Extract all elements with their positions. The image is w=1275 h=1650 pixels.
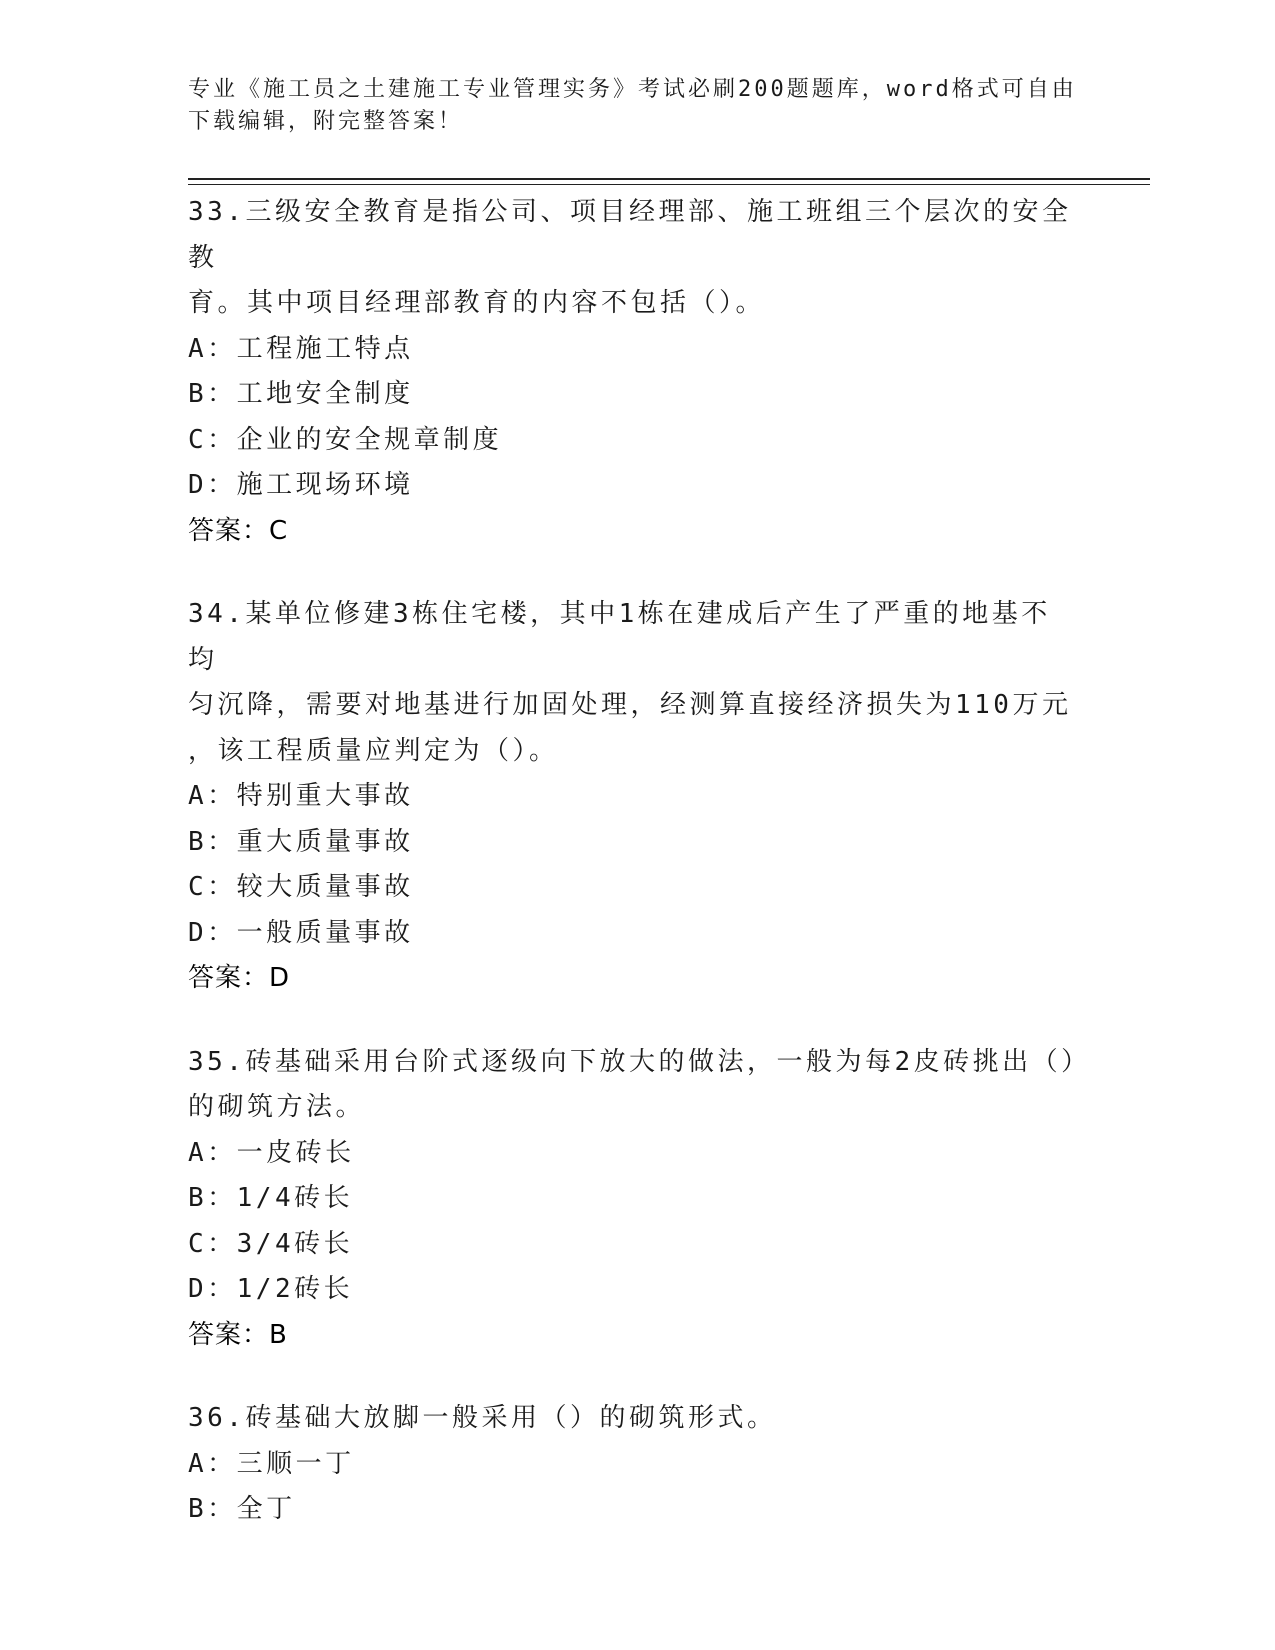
question-stem-line: ，该工程质量应判定为（）。 <box>188 735 559 766</box>
question-stem-line: 35.砖基础采用台阶式逐级向下放大的做法，一般为每2皮砖挑出（） <box>188 1046 1091 1077</box>
option-c: C：较大质量事故 <box>188 872 414 902</box>
option-b: B：工地安全制度 <box>188 379 414 409</box>
option-b: B：全丁 <box>188 1494 296 1524</box>
question-33 <box>188 190 1088 554</box>
question-stem-line: 34.某单位修建3栋住宅楼，其中1栋在建成后产生了严重的地基不均 <box>188 599 1051 675</box>
question-34 <box>188 592 1088 1002</box>
answer-line: 答案：D <box>188 963 291 993</box>
option-d: D：一般质量事故 <box>188 917 414 948</box>
header-line-1: 专业《施工员之土建施工专业管理实务》考试必刷200题题库，word格式可自由 <box>188 77 1077 102</box>
question-stem-line: 36.砖基础大放脚一般采用（）的砌筑形式。 <box>188 1403 777 1433</box>
option-c: C：3/4砖长 <box>188 1228 354 1259</box>
option-b: B：1/4砖长 <box>188 1183 354 1213</box>
header-divider-thick <box>188 178 1150 180</box>
option-d: D：施工现场环境 <box>188 470 414 500</box>
answer-line: 答案：B <box>188 1319 288 1350</box>
question-list <box>188 190 1091 1571</box>
question-35 <box>188 1040 1091 1359</box>
option-b: B：重大质量事故 <box>188 826 414 857</box>
question-stem-line: 育。其中项目经理部教育的内容不包括（）。 <box>188 288 766 318</box>
option-a: A：特别重大事故 <box>188 781 414 811</box>
header-line-2: 下载编辑，附完整答案！ <box>188 109 464 134</box>
option-c: C：企业的安全规章制度 <box>188 424 503 455</box>
option-a: A：三顺一丁 <box>188 1448 355 1479</box>
question-stem-line: 的砌筑方法。 <box>188 1092 366 1122</box>
option-a: A：一皮砖长 <box>188 1137 355 1168</box>
question-stem-line: 匀沉降，需要对地基进行加固处理，经测算直接经济损失为110万元 <box>188 690 1072 720</box>
question-36 <box>188 1396 1088 1533</box>
header-divider-thin <box>188 184 1150 185</box>
answer-line: 答案：C <box>188 515 289 546</box>
option-d: D：1/2砖长 <box>188 1274 354 1304</box>
document-header <box>188 74 1078 138</box>
question-stem-line: 33.三级安全教育是指公司、项目经理部、施工班组三个层次的安全教 <box>188 197 1072 273</box>
option-a: A：工程施工特点 <box>188 333 414 364</box>
